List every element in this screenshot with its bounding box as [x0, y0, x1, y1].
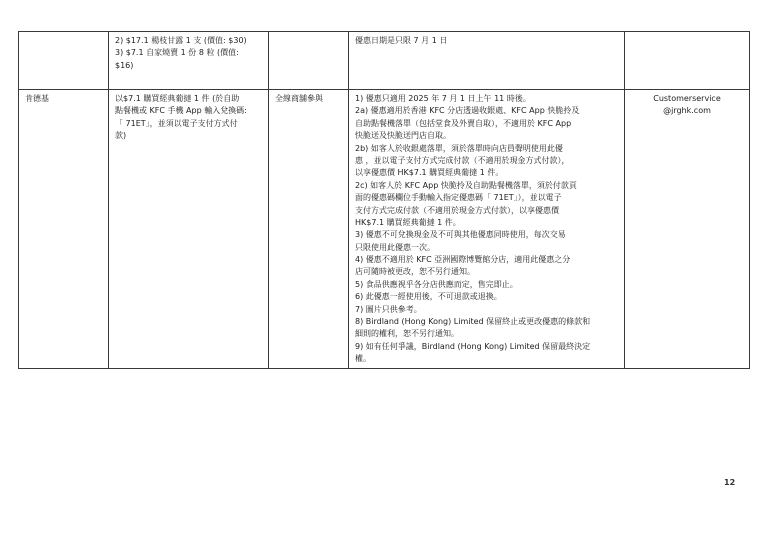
terms-line: 惠 ，並以電子支付方式完成付款（不適用於現金方式付款），	[355, 155, 570, 165]
terms-line: 快脆送及快脆送門店自取。	[355, 131, 451, 141]
terms-line: 優惠日期是只限 7 月 1 日	[355, 36, 448, 45]
offer-line: $16)	[115, 60, 134, 70]
terms-line: 以享優惠價 HK$7.1 購買經典葡撻 1 件。	[355, 168, 504, 178]
contact-cell	[625, 32, 750, 90]
contact-email-line: @jrghk.com	[663, 106, 711, 116]
contact-email-line: Customerservice	[653, 94, 721, 103]
terms-line: 只限使用此優惠一次。	[355, 242, 435, 252]
terms-line: 2c) 如客人於 KFC App 快脆拎及自助點餐機落單，須於付款頁	[355, 180, 577, 190]
table-row	[19, 90, 750, 369]
terms-line: 店可隨時被更改，恕不另行通知。	[355, 267, 475, 277]
offer-line: 款)	[115, 131, 127, 141]
page-number: 12	[724, 478, 736, 487]
merchant-cell	[19, 90, 109, 369]
offer-line: 點餐機或 KFC 手機 App 輸入兌換碼:	[115, 106, 247, 116]
terms-line: 權。	[355, 354, 371, 364]
table-row	[19, 32, 750, 90]
offer-line: 3) $7.1 自家燒賣 1 份 8 粒 (價值:	[115, 48, 239, 58]
scope-text: 全線商舖參與	[275, 94, 323, 103]
terms-line: 自助點餐機落單（包括堂食及外賣自取），不適用於 KFC App	[355, 118, 572, 128]
scope-cell	[269, 32, 349, 90]
merchant-cell	[19, 32, 109, 90]
terms-line: 面的優惠碼欄位手動輸入指定優惠碼「 71ET」），並以電子	[355, 193, 562, 203]
terms-line: 2b) 如客人於收銀處落單，須於落單時向店員聲明使用此優	[355, 143, 563, 153]
offer-line: 2) $17.1 楊枝甘露 1 支 (價值: $30)	[115, 36, 247, 45]
terms-line: 1) 優惠只適用 2025 年 7 月 1 日上午 11 時後。	[355, 94, 531, 103]
scope-cell	[269, 90, 349, 369]
offer-line: 以$7.1 購買經典葡撻 1 件 (於自助	[115, 94, 240, 103]
offer-cell	[109, 90, 269, 369]
terms-line: HK$7.1 購買經典葡撻 1 件。	[355, 217, 461, 227]
terms-cell	[349, 90, 625, 369]
offer-cell	[109, 32, 269, 90]
terms-line: 5) 食品供應視乎各分店供應而定，售完即止。	[355, 279, 518, 289]
terms-line: 2a) 優惠適用於香港 KFC 分店透過收銀處、KFC App 快脆拎及	[355, 106, 580, 116]
terms-line: 細則的權利，恕不另行通知。	[355, 329, 459, 339]
offer-line: 「 71ET」，並須以電子支付方式付	[115, 118, 238, 128]
terms-line: 3) 優惠不可兌換現金及不可與其他優惠同時使用，每次交易	[355, 230, 566, 240]
terms-line: 7) 圖片只供參考。	[355, 304, 422, 314]
merchant-name: 肯德基	[25, 94, 49, 103]
terms-line: 4) 優惠不適用於 KFC 亞洲國際博覽館分店，適用此優惠之分	[355, 255, 571, 265]
terms-line: 支付方式完成付款（不適用於現金方式付款），以享優惠價	[355, 205, 559, 215]
terms-line: 9) 如有任何爭議，Birdland (Hong Kong) Limited 保留最終決定	[355, 341, 591, 351]
terms-line: 6) 此優惠一經使用後，不可退款或退換。	[355, 292, 502, 302]
terms-line: 8) Birdland (Hong Kong) Limited 保留終止或更改優惠的條款和	[355, 317, 591, 327]
terms-cell	[349, 32, 625, 90]
terms-table	[18, 31, 750, 369]
contact-cell	[625, 90, 750, 369]
